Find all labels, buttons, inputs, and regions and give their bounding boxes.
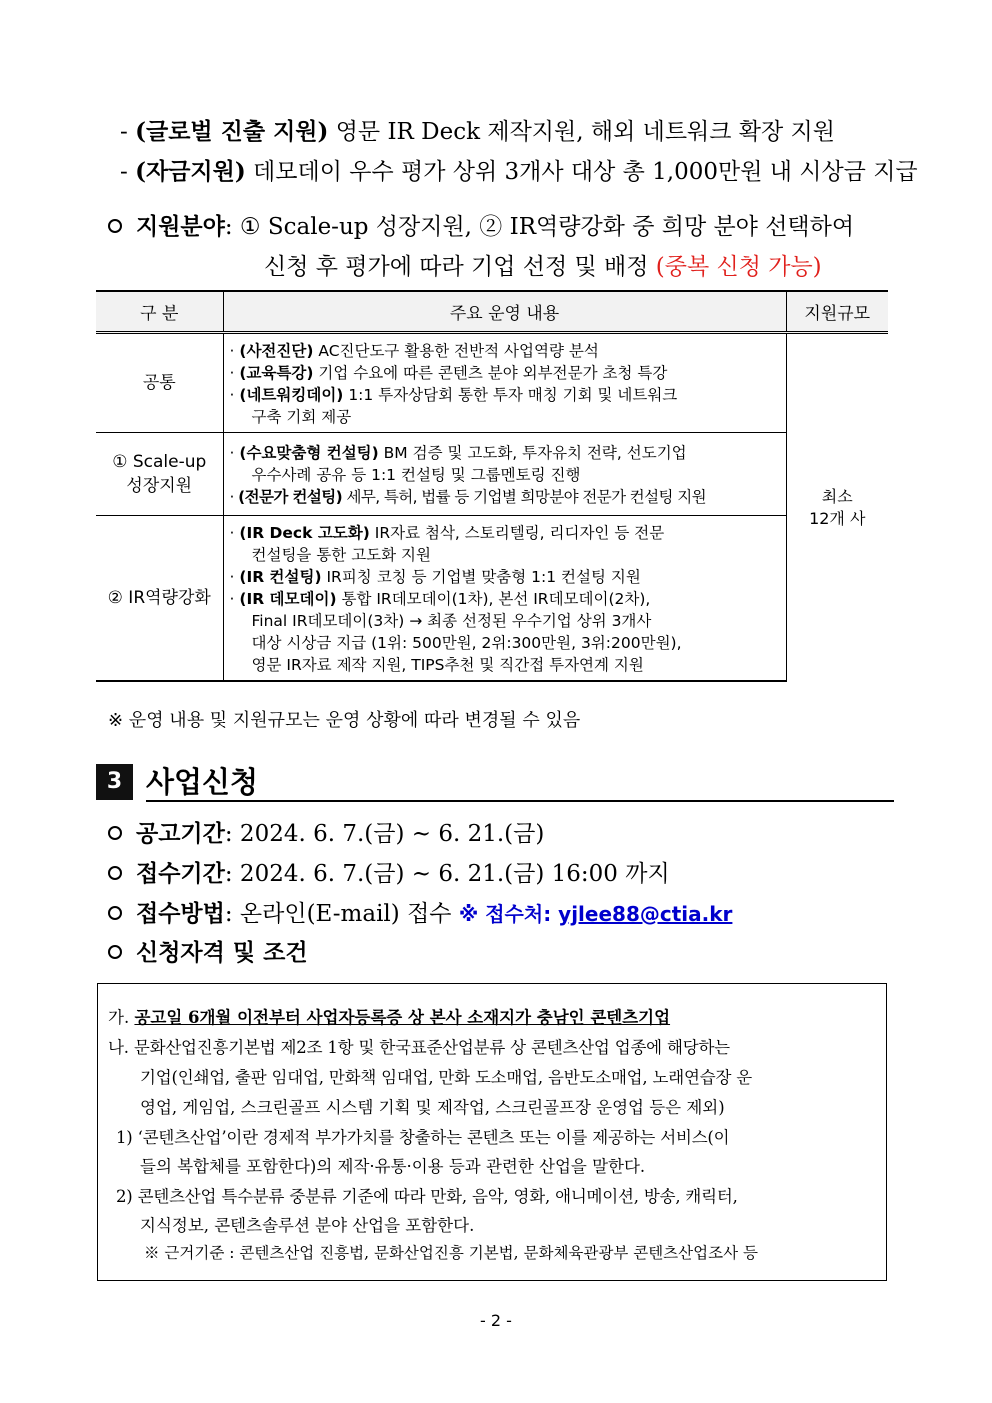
support-field-text-2: 신청 후 평가에 따라 기업 선정 및 배정 xyxy=(264,254,656,280)
table-header-row xyxy=(96,291,888,333)
table-row xyxy=(96,516,888,682)
support-field-note: (중복 신청 가능) xyxy=(655,254,822,280)
content-item: · (교육특강) 기업 수요에 따른 콘텐츠 분야 외부전문가 초청 특강 xyxy=(229,364,668,382)
content-item: · (IR Deck 고도화) IR자료 첨삭, 스토리텔링, 리디자인 등 전문 xyxy=(229,524,665,542)
content-item-continued: 컨설팅을 통한 고도화 지원 xyxy=(251,546,431,564)
contact-email-link[interactable]: yjlee88@ctia.kr xyxy=(558,902,733,926)
circle-bullet-icon xyxy=(108,826,122,840)
support-table xyxy=(96,290,888,682)
section-title: 사업신청 xyxy=(146,765,259,799)
support-field-text: : ① Scale-up 성장지원, ② IR역량강화 중 희망 분야 선택하여 xyxy=(224,214,855,240)
box-item-2-line2: 지식정보, 콘텐츠솔루션 분야 산업을 포함한다. xyxy=(140,1216,475,1235)
content-item: · (사전진단) AC진단도구 활용한 전반적 사업역량 분석 xyxy=(229,342,599,360)
contact-label: ※ 접수처: xyxy=(458,902,559,926)
support-field-label: 지원분야 xyxy=(136,213,225,240)
circle-bullet-icon xyxy=(108,219,122,233)
box-item-b: 나. 문화산업진흥기본법 제2조 1항 및 한국표준산업분류 상 콘텐츠산업 업종에 해당하는 xyxy=(108,1038,730,1057)
support-field-line-2 xyxy=(264,248,822,281)
section-number: 3 xyxy=(96,764,133,800)
content-item-continued: 우수사례 공유 등 1:1 컨설팅 및 그룹멘토링 진행 xyxy=(251,466,581,484)
row-category: 공통 xyxy=(96,333,223,433)
content-item: · (전문가 컨설팅) 세무, 특허, 법률 등 기업별 희망분야 전문가 컨설팅 지원 xyxy=(229,488,706,506)
content-item: · (수요맞춤형 컨설팅) BM 검증 및 고도화, 투자유치 전략, 선도기업 xyxy=(229,444,687,462)
row-content xyxy=(223,333,786,433)
scale-line-1: 최소 xyxy=(821,486,853,506)
box-item-1: 1) ‘콘텐츠산업’이란 경제적 부가가치를 창출하는 콘텐츠 또는 이를 제공하는 서비스(이 xyxy=(116,1128,730,1147)
qualification-box xyxy=(97,983,887,1281)
dash: - xyxy=(120,159,128,185)
apply-receipt: 접수기간: 2024. 6. 7.(금) ~ 6. 21.(금) 16:00 까지 xyxy=(108,855,670,888)
intro-line-2 xyxy=(120,153,918,186)
box-item-a: 가. 공고일 6개월 이전부터 사업자등록증 상 본사 소재지가 충남인 콘텐츠기업 xyxy=(108,1008,671,1027)
content-item-continued: 영문 IR자료 제작 지원, TIPS추천 및 직간접 투자연계 지원 xyxy=(251,656,644,674)
intro-line-1 xyxy=(120,113,835,146)
apply-period: 공고기간: 2024. 6. 7.(금) ~ 6. 21.(금) xyxy=(108,815,544,848)
intro-line-1-text: 영문 IR Deck 제작지원, 해외 네트워크 확장 지원 xyxy=(328,119,835,145)
box-item-b-line2: 기업(인쇄업, 출판 임대업, 만화책 임대업, 만화 도소매업, 음반도소매업, 노래연습장 운 xyxy=(140,1068,752,1087)
header-category: 구 분 xyxy=(96,291,223,333)
row-category: ① Scale-up 성장지원 xyxy=(96,433,223,516)
box-item-1-line2: 들의 복합체를 포함한다)의 제작·유통·이용 등과 관련한 산업을 말한다. xyxy=(140,1157,646,1176)
row-content xyxy=(223,433,786,516)
header-scale: 지원규모 xyxy=(786,291,888,333)
table-row xyxy=(96,333,888,433)
circle-bullet-icon xyxy=(108,906,122,920)
content-item: · (IR 컨설팅) IR피칭 코칭 등 기업별 맞춤형 1:1 컨설팅 지원 xyxy=(229,568,641,586)
intro-line-2-text: 데모데이 우수 평가 상위 3개사 대상 총 1,000만원 내 시상금 지급 xyxy=(245,159,918,185)
row-scale xyxy=(786,333,888,682)
dash: - xyxy=(120,119,128,145)
content-item: · (네트워킹데이) 1:1 투자상담회 통한 투자 매칭 기회 및 네트워크 xyxy=(229,386,678,404)
circle-bullet-icon xyxy=(108,945,122,959)
intro-line-1-bold: (글로벌 진출 지원) xyxy=(135,118,329,145)
box-item-2: 2) 콘텐츠산업 특수분류 중분류 기준에 따라 만화, 음악, 영화, 애니메이션, 방송, 캐릭터, xyxy=(116,1187,738,1206)
box-item-b-line3: 영업, 게임업, 스크린골프 시스템 기획 및 제작업, 스크린골프장 운영업 등은 제외) xyxy=(140,1098,725,1117)
content-item-continued: 대상 시상금 지급 (1위: 500만원, 2위:300만원, 3위:200만원), xyxy=(251,634,682,652)
page-number: - 2 - xyxy=(480,1311,512,1330)
apply-method: 접수방법: 온라인(E-mail) 접수 ※ 접수처: yjlee88@ctia.kr xyxy=(108,895,732,928)
apply-qualification: 신청자격 및 조건 xyxy=(108,934,308,967)
table-note: ※ 운영 내용 및 지원규모는 운영 상황에 따라 변경될 수 있음 xyxy=(108,710,581,731)
header-content: 주요 운영 내용 xyxy=(223,291,786,333)
circle-bullet-icon xyxy=(108,866,122,880)
box-note: ※ 근거기준 : 콘텐츠산업 진흥법, 문화산업진흥 기본법, 문화체육관광부 콘텐츠산업조사 등 xyxy=(144,1244,758,1262)
section-divider xyxy=(146,800,894,802)
intro-line-2-bold: (자금지원) xyxy=(135,158,246,185)
scale-line-2: 12개 사 xyxy=(809,508,866,528)
row-category: ② IR역량강화 xyxy=(96,516,223,682)
table-row xyxy=(96,433,888,516)
row-content xyxy=(223,516,786,682)
support-field-line-1 xyxy=(108,208,854,241)
content-item: · (IR 데모데이) 통합 IR데모데이(1차), 본선 IR데모데이(2차), xyxy=(229,590,651,608)
content-item-continued: Final IR데모데이(3차) → 최종 선정된 우수기업 상위 3개사 xyxy=(251,612,652,630)
content-item-continued: 구축 기회 제공 xyxy=(251,408,352,426)
